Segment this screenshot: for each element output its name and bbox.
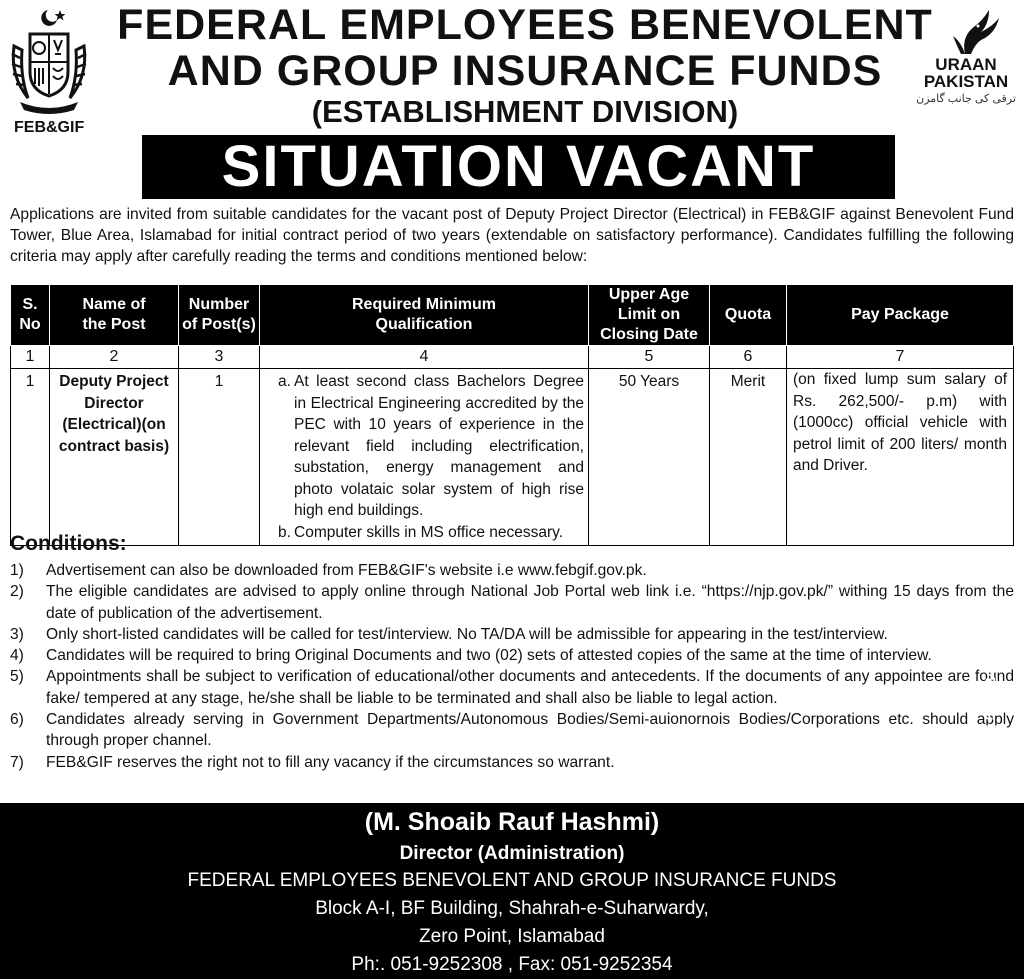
column-number: 6 <box>710 346 787 369</box>
list-item: 4) Candidates will be required to bring Original Documents and two (02) sets of attested copies of the same at the time of interview. <box>10 647 932 665</box>
footer-organization: FEDERAL EMPLOYEES BENEVOLENT AND GROUP INSURANCE FUNDS <box>187 870 837 891</box>
uraan-urdu-tagline: ترقی کی جانب گامزن <box>916 93 1016 105</box>
column-number: 1 <box>11 346 50 369</box>
intro-paragraph: Applications are invited from suitable candidates for the vacant post of Deputy Project Director (Electrical) in FEB&GIF against Benevolent Fund Tower, Blue Area, Islamabad for initial contract period of two years (extendable on satisfactory performance). Candidates fulfilling the following criteria may apply after carefully reading the terms and conditions mentioned below: <box>10 206 1014 265</box>
situation-vacant-banner: SITUATION VACANT <box>142 135 895 199</box>
list-item: 7) FEB&GIF reserves the right not to fill any vacancy if the circumstances so warrant. <box>10 753 615 771</box>
header-qualification: Required Minimum Qualification <box>260 285 589 346</box>
column-number-row <box>11 346 1014 369</box>
row-number-of-posts: 1 <box>179 369 260 546</box>
conditions-heading: Conditions: <box>10 532 127 555</box>
uraan-pakistan-logo <box>912 6 1020 118</box>
uraan-line-1: URAAN <box>935 55 997 74</box>
column-number: 5 <box>589 346 710 369</box>
signatory-designation: Director (Administration) <box>399 843 625 864</box>
table-header-row <box>11 285 1014 346</box>
list-item: 5) Appointments shall be subject to verification of educational/other documents and antecedents. If the documents of any appointee are found fake/ tempered at any stage, he/she shall be liable to be terminated and shall also be liable to legal action. <box>10 668 1014 707</box>
header <box>0 0 1024 205</box>
row-pay-package: (on fixed lump sum salary of Rs. 262,500/- p.m) with (1000cc) official vehicle with petrol limit of 200 liters/ month and Driver. <box>787 369 1014 546</box>
qualification-a: At least second class Bachelors Degree in Electrical Engineering accredited by the PEC with 10 years of experience in the relevant field including electrification, substation, energy management and photo volataic solar system of high rise high end buildings. <box>294 373 584 519</box>
header-name-of-post: Name of the Post <box>50 285 179 346</box>
emblem-label: FEB&GIF <box>14 119 85 136</box>
title-line-2: AND GROUP INSURANCE FUNDS <box>167 47 883 95</box>
table-row <box>11 369 1014 546</box>
title-line-3: (ESTABLISHMENT DIVISION) <box>311 94 739 129</box>
list-item: 2) The eligible candidates are advised to apply online through National Job Portal web link i.e. “https://njp.gov.pk/” withing 15 days from the date of publication of the advertisement. <box>10 583 1014 622</box>
bird-icon <box>931 6 1001 56</box>
footer-address-1: Block A-I, BF Building, Shahrah-e-Suharwardy, <box>315 898 709 919</box>
list-item: 6) Candidates already serving in Government Departments/Autonomous Bodies/Semi-auionornois Bodies/Corporations etc. should apply through proper channel. <box>10 711 1014 750</box>
header-upper-age: Upper Age Limit on Closing Date <box>589 285 710 346</box>
header-number-of-posts: Number of Post(s) <box>179 285 260 346</box>
vacancy-table <box>10 284 1014 546</box>
column-number: 7 <box>787 346 1014 369</box>
signatory-name: (M. Shoaib Rauf Hashmi) <box>364 808 660 836</box>
conditions-list <box>10 560 1014 773</box>
row-post-name: Deputy Project Director (Electrical)(on contract basis) <box>50 369 179 546</box>
row-quota: Merit <box>710 369 787 546</box>
header-quota: Quota <box>710 285 787 346</box>
header-pay-package: Pay Package <box>787 285 1014 346</box>
footer-address-2: Zero Point, Islamabad <box>419 926 605 947</box>
column-number: 4 <box>260 346 589 369</box>
header-sno: S. No <box>11 285 50 346</box>
row-qualification: a. At least second class Bachelors Degree in Electrical Engineering accredited by the PEC with 10 years of experience in the relevant field including electrification, substation, energy management and photo volataic solar system of high rise high end buildings. b. Computer skills in MS office necessary. <box>260 369 589 546</box>
footer-phone: Ph:. 051-9252308 , Fax: 051-9252354 <box>351 954 673 975</box>
list-item: 3) Only short-listed candidates will be called for test/interview. No TA/DA will be admissible for appearing in the test/interview. <box>10 625 888 643</box>
row-age-limit: 50 Years <box>589 369 710 546</box>
uraan-line-2: PAKISTAN <box>923 72 1009 91</box>
pakistan-emblem-icon <box>8 6 90 118</box>
title-line-1: FEDERAL EMPLOYEES BENEVOLENT <box>117 1 933 49</box>
column-number: 2 <box>50 346 179 369</box>
pid-number: PID(I) 5671/24 <box>982 669 998 761</box>
footer <box>0 803 1024 979</box>
qualification-b: Computer skills in MS office necessary. <box>294 523 564 541</box>
column-number: 3 <box>179 346 260 369</box>
row-sno: 1 <box>11 369 50 546</box>
list-item: 1) Advertisement can also be downloaded from FEB&GIF's website i.e www.febgif.gov.pk. <box>10 562 647 579</box>
